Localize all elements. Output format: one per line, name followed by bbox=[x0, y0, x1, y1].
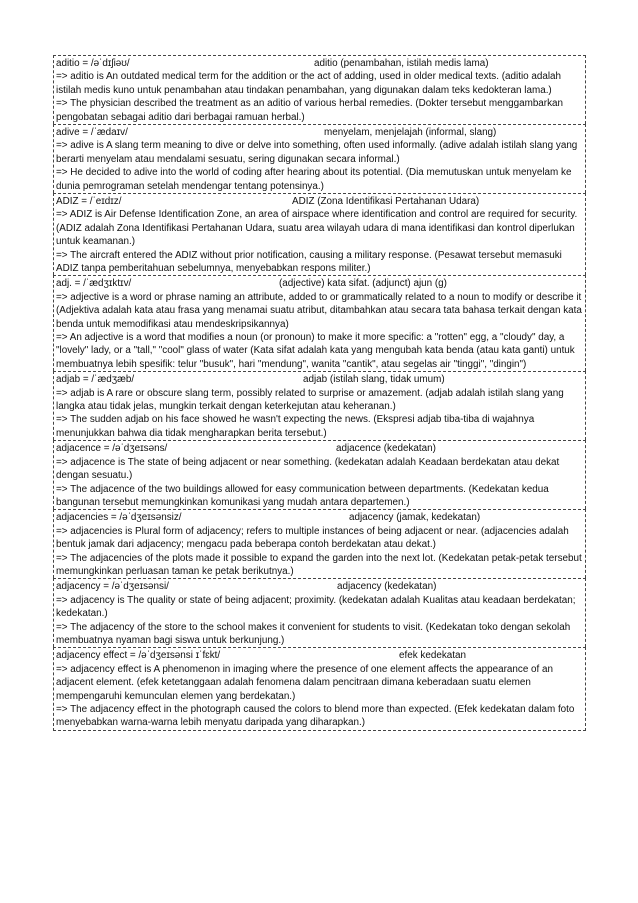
entry-definition: => aditio is An outdated medical term for the addition or the act of adding, used in older medical texts. (aditio adalah istilah medis kuno untuk penambahan atau tindakan penambahan, yang digunakan dalam teks kedokteran lama.) bbox=[56, 71, 562, 96]
dictionary-entry bbox=[53, 275, 586, 371]
entry-translation: efek kedekatan bbox=[399, 650, 466, 662]
entry-example: => The adjacence of the two buildings allowed for easy communication between departments. (Kedekatan kedua bangunan tersebut memungkinkan komunikasi yang mudah antara departemen.) bbox=[56, 483, 549, 508]
entry-example: => The adjacencies of the plots made it possible to expand the garden into the next lot. (Kedekatan petak-petak tersebut memungkinkan perluasan taman ke petak berikutnya.) bbox=[56, 552, 582, 577]
entry-example: => The adjacency effect in the photograph caused the colors to blend more than expected. (Efek kedekatan dalam foto menyebabkan warna-warna lebih menyatu daripada yang diharapkan.) bbox=[56, 703, 575, 729]
entry-term: adjab = /ˈædʒæb/ bbox=[56, 374, 135, 386]
entry-definition: => adjacence is The state of being adjacent or near something. (kedekatan adalah Keadaan berdekatan atau dekat dengan sesuatu.) bbox=[56, 456, 560, 482]
entry-translation: (adjective) kata sifat. (adjunct) ajun (g) bbox=[279, 278, 447, 290]
entry-translation: adjab (istilah slang, tidak umum) bbox=[303, 374, 445, 386]
entry-term: adive = /ˈædaɪv/ bbox=[56, 127, 128, 139]
dictionary-entry bbox=[53, 55, 586, 124]
entry-example: => He decided to adive into the world of coding after hearing about its potential. (Dia memutuskan untuk menyelam ke dunia pemrograman setelah mendengar tentang potensinya.) bbox=[56, 167, 572, 192]
entry-translation: menyelam, menjelajah (informal, slang) bbox=[324, 127, 497, 139]
dictionary-entry bbox=[53, 509, 586, 578]
entry-header bbox=[56, 511, 583, 524]
dictionary-entry bbox=[53, 371, 586, 440]
entry-example: => The aircraft entered the ADIZ without prior notification, causing a military response. (Pesawat tersebut memasuki ADIZ tanpa pemberitahuan sebelumnya, menyebabkan respons militer.) bbox=[56, 249, 562, 275]
dictionary-entry bbox=[53, 193, 586, 275]
dictionary-entry bbox=[53, 124, 586, 193]
entry-header bbox=[56, 195, 583, 208]
entry-term: adj. = /ˈædʒɪktɪv/ bbox=[56, 278, 132, 290]
dictionary-entry bbox=[53, 440, 586, 509]
entry-header bbox=[56, 373, 583, 386]
dictionary-entry bbox=[53, 578, 586, 647]
entry-translation: aditio (penambahan, istilah medis lama) bbox=[314, 58, 489, 69]
entry-header bbox=[56, 649, 583, 662]
entry-translation: adjacence (kedekatan) bbox=[336, 443, 436, 455]
entry-term: adjacency = /əˈdʒeɪsənsi/ bbox=[56, 581, 169, 593]
entry-example: => An adjective is a word that modifies a noun (or pronoun) to make it more specific: a "rotten" egg, a "cloudy" day, a "lovely" lady, or a "tall," "cool" glass of water (Kata sifat adalah kata yang mengubah kata benda (atau kata ganti) untuk membuatnya lebih spesifik: telur "busuk", hari "mendung", wanita "cantik", atau segelas air "tinggi", "dingin") bbox=[56, 332, 575, 370]
entry-term: aditio = /əˈdɪʃiəʊ/ bbox=[56, 58, 130, 69]
entry-term: adjacencies = /əˈdʒeɪsənsiz/ bbox=[56, 512, 182, 524]
dictionary-entry bbox=[53, 647, 586, 730]
entry-example: => The physician described the treatment as an aditio of various herbal remedies. (Dokter tersebut menggambarkan pengobatan sebagai aditio dari berbagai ramuan herbal.) bbox=[56, 98, 564, 123]
entry-translation: adjacency (jamak, kedekatan) bbox=[349, 512, 481, 524]
entry-header bbox=[56, 277, 583, 290]
entry-header bbox=[56, 442, 583, 455]
entry-definition: => adjacency effect is A phenomenon in imaging where the presence of one element affects the appearance of an adjacent element. (efek ketetanggaan adalah fenomena dalam pencitraan dimana keberadaan suatu elemen mempengaruhi kemunculan elemen yang berdekatan.) bbox=[56, 663, 554, 702]
entry-definition: => adjective is a word or phrase naming an attribute, added to or grammatically related to a noun to modify or describe it (Adjektiva adalah kata atau frasa yang menamai suatu atribut, ditambahkan atau secara tata bahasa terkait dengan kata benda untuk memodifikasi atau mendeskripsikannya) bbox=[56, 291, 582, 330]
entry-definition: => adjab is A rare or obscure slang term, possibly related to surprise or amazement. (adjab adalah istilah slang yang langka atau tidak jelas, mungkin terkait dengan keterkejutan atau keheranan.) bbox=[56, 387, 564, 413]
entry-definition: => adjacencies is Plural form of adjacency; refers to multiple instances of being adjacent or near. (adjacencies adalah bentuk jamak dari adjacency; mengacu pada beberapa contoh berdekatan atau dekat.) bbox=[56, 525, 569, 551]
entry-header bbox=[56, 57, 583, 70]
entry-example: => The sudden adjab on his face showed he wasn't expecting the news. (Ekspresi adjab tiba-tiba di wajahnya menunjukkan bahwa dia tidak mengharapkan berita tersebut.) bbox=[56, 414, 535, 439]
entry-definition: => adive is A slang term meaning to dive or delve into something, often used informally. (adive adalah istilah slang yang berarti menyelam atau mendalami sesuatu, sering digunakan secara informal.) bbox=[56, 140, 578, 165]
entry-term: ADIZ = /ˈeɪdɪz/ bbox=[56, 196, 122, 208]
entry-header bbox=[56, 126, 583, 139]
entry-term: adjacency effect = /əˈdʒeɪsənsi ɪˈfɛkt/ bbox=[56, 650, 221, 662]
entry-translation: ADIZ (Zona Identifikasi Pertahanan Udara) bbox=[292, 196, 480, 208]
dictionary-page bbox=[53, 55, 586, 731]
entry-definition: => adjacency is The quality or state of being adjacent; proximity. (kedekatan adalah Kualitas atau keadaan berdekatan; kedekatan.) bbox=[56, 594, 576, 620]
entry-definition: => ADIZ is Air Defense Identification Zone, an area of airspace where identification and control are required for security. (ADIZ adalah Zona Identifikasi Pertahanan Udara, suatu area wilayah udara di mana identifikasi dan kontrol diperlukan untuk keamanan.) bbox=[56, 209, 578, 248]
entry-example: => The adjacency of the store to the school makes it convenient for students to visit. (Kedekatan toko dengan sekolah membuatnya nyaman bagi siswa untuk berkunjung.) bbox=[56, 621, 571, 646]
entry-header bbox=[56, 580, 583, 593]
entry-translation: adjacency (kedekatan) bbox=[337, 581, 437, 593]
entry-term: adjacence = /əˈdʒeɪsəns/ bbox=[56, 443, 168, 455]
